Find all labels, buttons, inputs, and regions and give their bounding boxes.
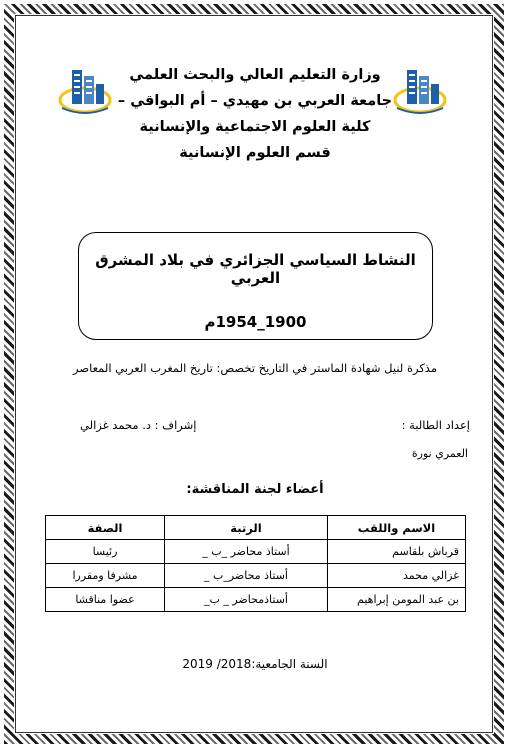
header-rank: الرتبة <box>165 516 328 540</box>
jury-table-header <box>46 516 466 540</box>
member-rank: أستاذمحاضر _ ب_ <box>165 588 328 612</box>
table-row <box>46 564 466 588</box>
member-role: عضوا مناقشا <box>46 588 165 612</box>
member-role: مشرفا ومقررا <box>46 564 165 588</box>
thesis-title-box <box>78 232 433 340</box>
prepared-by-label: إعداد الطالبة : <box>401 418 470 432</box>
member-name: بن عبد المومن إبراهيم <box>328 588 466 612</box>
member-role: رئيسا <box>46 540 165 564</box>
department-name: قسم العلوم الإنسانية <box>179 145 331 161</box>
jury-table <box>45 515 466 612</box>
member-rank: أستاذ محاضر _ب _ <box>165 540 328 564</box>
academic-year: السنة الجامعية:2018/ 2019 <box>182 657 328 671</box>
member-rank: أستاذ محاضر_ب _ <box>165 564 328 588</box>
header-role: الصفة <box>46 516 165 540</box>
header-name: الاسم واللقب <box>328 516 466 540</box>
supervisor: إشراف : د. محمد غزالي <box>80 418 197 432</box>
thesis-subtitle: مذكرة لنيل شهادة الماستر في التاريخ تخصص: تاريخ المغرب العربي المعاصر <box>73 361 437 375</box>
ministry-name: وزارة التعليم العالي والبحث العلمي <box>129 67 381 83</box>
institution-header <box>100 62 410 166</box>
table-row <box>46 588 466 612</box>
faculty-name: كلية العلوم الاجتماعية والإنسانية <box>139 119 371 135</box>
member-name: غزالي محمد <box>328 564 466 588</box>
member-name: قرباش بلقاسم <box>328 540 466 564</box>
jury-title: أعضاء لجنة المناقشة: <box>186 482 324 497</box>
thesis-title: النشاط السياسي الجزائري في بلاد المشرق العربي <box>95 251 416 287</box>
student-name: العمري نورة <box>411 447 468 460</box>
table-row <box>46 540 466 564</box>
university-name: جامعة العربي بن مهيدي – أم البواقي – <box>117 93 393 109</box>
thesis-period: 1900_1954م <box>204 313 307 331</box>
